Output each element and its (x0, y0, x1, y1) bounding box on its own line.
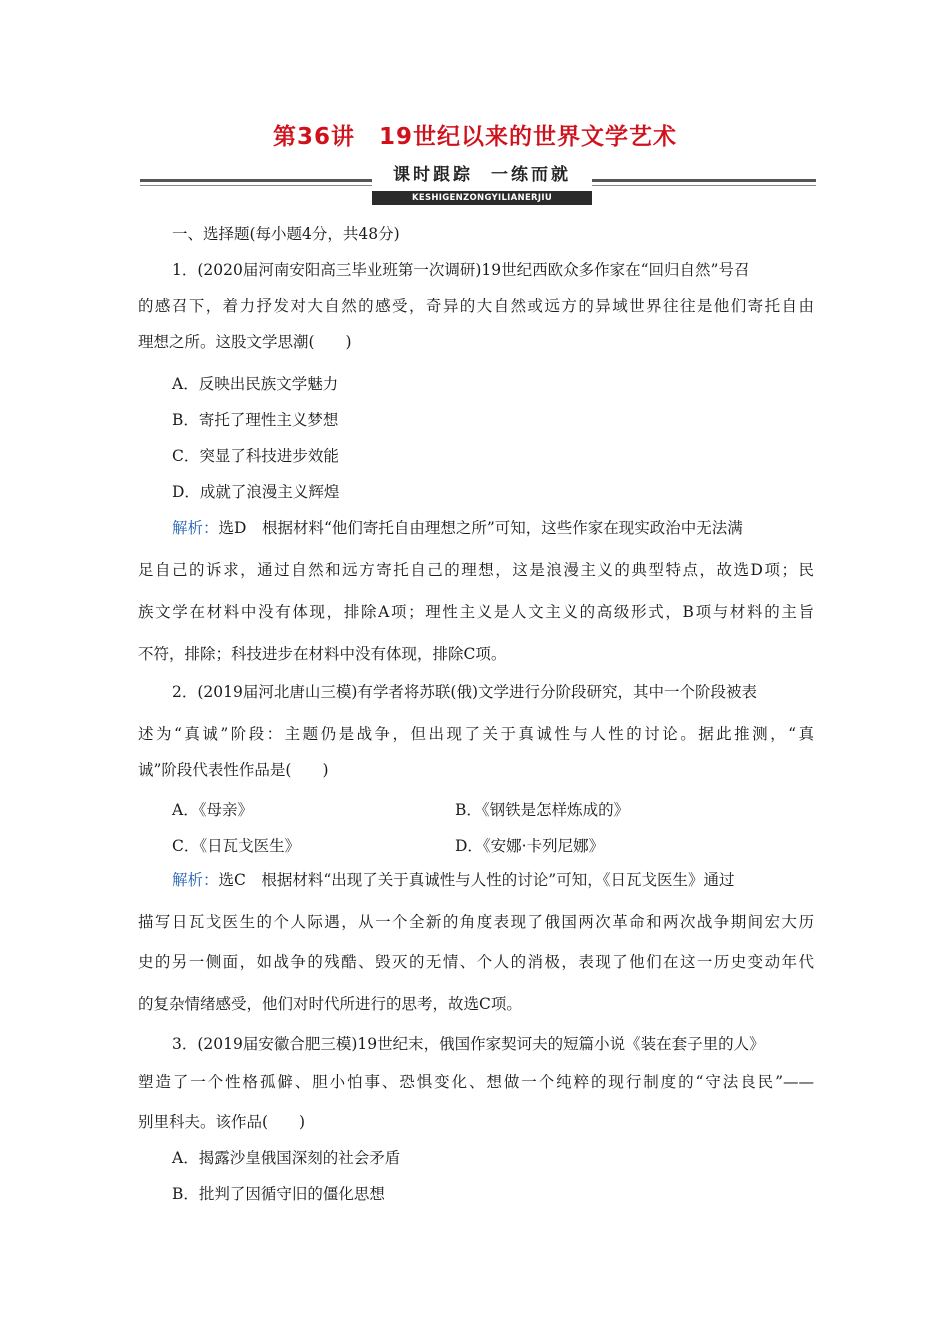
q1-analysis-text-1: 选D 根据材料“他们寄托自由理想之所”可知，这些作家在现实政治中无法满 (218, 519, 743, 537)
q2-option-d: D．《安娜·卡列尼娜》 (455, 837, 605, 855)
q1-analysis-label: 解析： (172, 519, 219, 537)
q2-option-c: C．《日瓦戈医生》 (172, 837, 301, 855)
q2-option-b: B．《钢铁是怎样炼成的》 (455, 801, 630, 819)
q2-line-1: 2．(2019届河北唐山三模)有学者将苏联(俄)文学进行分阶段研究，其中一个阶段被表 (172, 683, 757, 701)
q1-line-1: 1．(2020届河南安阳高三毕业班第一次调研)19世纪西欧众多作家在“回归自然”号召 (172, 261, 750, 279)
q1-option-c: C．突显了科技进步效能 (172, 447, 339, 465)
q3-line-3: 别里科夫。该作品( ) (138, 1113, 306, 1131)
q1-option-b: B．寄托了理性主义梦想 (172, 411, 339, 429)
q3-option-b: B．批判了因循守旧的僵化思想 (172, 1185, 385, 1203)
banner-tail-text: 一练而就 (491, 165, 571, 185)
q2-analysis-text-1: 选C 根据材料“出现了关于真诚性与人性的讨论”可知，《日瓦戈医生》通过 (218, 871, 735, 889)
banner-label (372, 163, 592, 187)
q2-analysis-line-2: 描写日瓦戈医生的个人际遇，从一个全新的角度表现了俄国两次革命和两次战争期间宏大历 (138, 913, 814, 931)
q1-analysis-line-3: 族文学在材料中没有体现，排除A项；理性主义是人文主义的高级形式，B项与材料的主旨 (138, 603, 814, 621)
section-banner (140, 163, 816, 209)
q1-analysis-line-1 (172, 510, 743, 546)
banner-rule-right (592, 179, 816, 182)
banner-main-text: 课时跟踪 (393, 165, 473, 185)
q1-line-2: 的感召下，着力抒发对大自然的感受，奇异的大自然或远方的异域世界往往是他们寄托自由 (138, 297, 814, 315)
q2-line-2: 述为“真诚”阶段：主题仍是战争，但出现了关于真诚性与人性的讨论。据此推测，“真 (138, 725, 814, 743)
lesson-title: 第36讲 19世纪以来的世界文学艺术 (272, 124, 677, 150)
q3-option-a: A．揭露沙皇俄国深刻的社会矛盾 (172, 1149, 401, 1167)
section-heading: 一、选择题(每小题4分，共48分) (172, 225, 400, 243)
q1-line-3: 理想之所。这股文学思潮( ) (138, 333, 352, 351)
q1-analysis-line-2: 足自己的诉求，通过自然和远方寄托自己的理想，这是浪漫主义的典型特点，故选D项；民 (138, 561, 814, 579)
banner-pinyin: KESHIGENZONGYILIANERJIU (372, 191, 592, 205)
q3-line-2: 塑造了一个性格孤僻、胆小怕事、恐惧变化、想做一个纯粹的现行制度的“守法良民”—— (138, 1073, 814, 1091)
q2-analysis-label: 解析： (172, 871, 219, 889)
banner-rule-right-thin (592, 185, 816, 186)
q1-option-d: D．成就了浪漫主义辉煌 (172, 483, 340, 501)
q2-analysis-line-4: 的复杂情绪感受，他们对时代所进行的思考，故选C项。 (138, 995, 522, 1013)
q2-analysis-line-3: 史的另一侧面，如战争的残酷、毁灭的无情、个人的消极，表现了他们在这一历史变动年代 (138, 953, 814, 971)
q2-analysis-line-1 (172, 862, 734, 898)
banner-rule-left-thin (140, 185, 372, 186)
q2-option-a: A．《母亲》 (172, 801, 253, 819)
q2-line-3: 诚”阶段代表性作品是( ) (138, 761, 329, 779)
q3-line-1: 3．(2019届安徽合肥三模)19世纪末，俄国作家契诃夫的短篇小说《装在套子里的人》 (172, 1035, 765, 1053)
q1-option-a: A．反映出民族文学魅力 (172, 375, 339, 393)
q1-analysis-line-4: 不符，排除；科技进步在材料中没有体现，排除C项。 (138, 645, 507, 663)
banner-rule-left (140, 179, 372, 182)
